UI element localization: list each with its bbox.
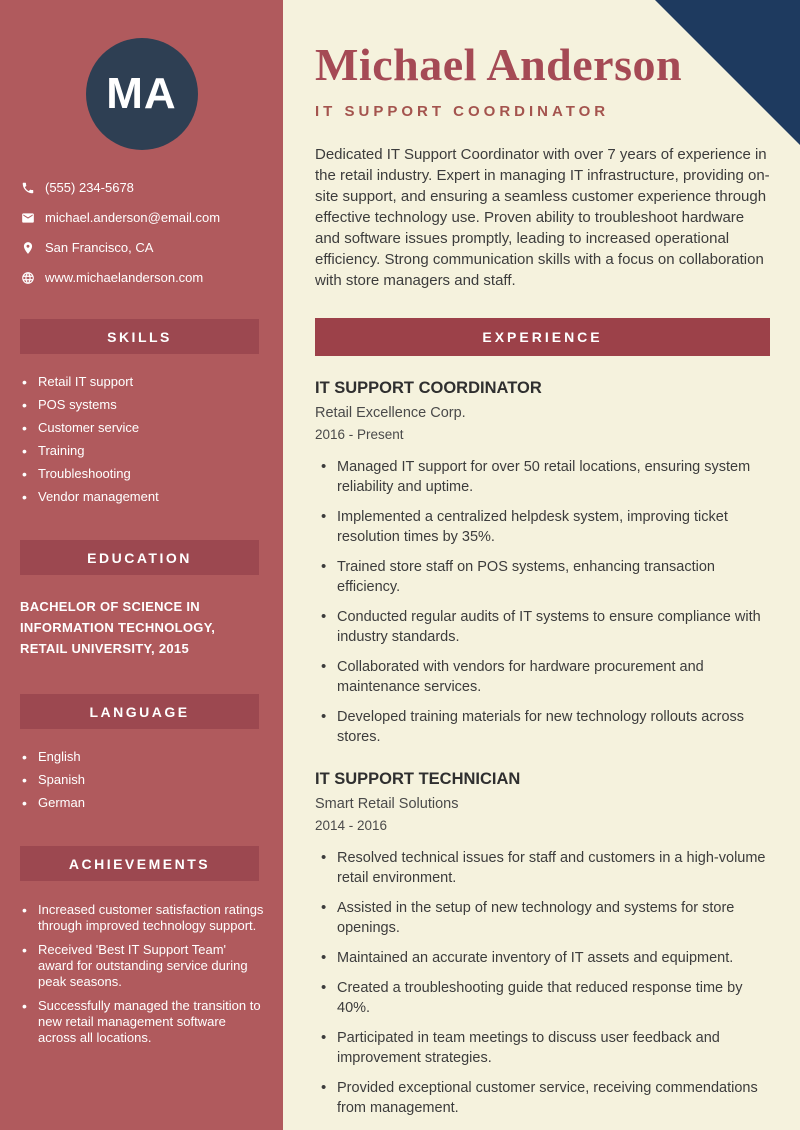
job-bullet: • Trained store staff on POS systems, enhancing transaction efficiency. (315, 557, 770, 597)
globe-icon (20, 270, 35, 285)
contact-website (20, 270, 265, 285)
skills-section-header (20, 319, 259, 354)
job-bullet: • Resolved technical issues for staff and customers in a high-volume retail environment. (315, 848, 770, 888)
education-title: EDUCATION (87, 549, 192, 566)
job-bullet: • Conducted regular audits of IT systems to ensure compliance with industry standards. (315, 607, 770, 647)
contact-location (20, 240, 265, 255)
job-role: IT SUPPORT COORDINATOR (315, 379, 542, 397)
job-bullet: • Developed training materials for new technology rollouts across stores. (315, 707, 770, 747)
job-role: IT SUPPORT TECHNICIAN (315, 770, 521, 788)
job-company: Retail Excellence Corp. (315, 405, 466, 421)
job-dates: 2014 - 2016 (315, 818, 388, 833)
job-dates: 2016 - Present (315, 427, 404, 442)
language-item: • German (22, 796, 265, 810)
language-title: LANGUAGE (89, 703, 190, 720)
skill-item: • Training (22, 444, 265, 458)
person-job-title: IT SUPPORT COORDINATOR (315, 103, 610, 120)
skills-title: SKILLS (107, 328, 172, 345)
achievements-title: ACHIEVEMENTS (68, 855, 211, 872)
phone-number: (555) 234-5678 (45, 180, 134, 195)
job-bullet-list (315, 848, 770, 1118)
skill-item: • Customer service (22, 421, 265, 435)
language-list (22, 750, 265, 810)
main-column (283, 0, 800, 1130)
job-entry (315, 379, 770, 747)
skill-item: • POS systems (22, 398, 265, 412)
skill-item: • Retail IT support (22, 375, 265, 389)
achievement-item: • Received 'Best IT Support Team' award for outstanding service during peak seasons. (22, 942, 265, 990)
education-degree: BACHELOR OF SCIENCE IN INFORMATION TECHNOLOGY, RETAIL UNIVERSITY, 2015 (20, 599, 216, 656)
location-icon (20, 240, 35, 255)
job-bullet: • Created a troubleshooting guide that reduced response time by 40%. (315, 978, 770, 1018)
education-section-header (20, 540, 259, 575)
job-company: Smart Retail Solutions (315, 796, 459, 812)
website-url: www.michaelanderson.com (45, 270, 204, 285)
skill-item: • Vendor management (22, 490, 265, 504)
sidebar (0, 0, 283, 1130)
job-bullet: • Provided exceptional customer service, receiving commendations from management. (315, 1078, 770, 1118)
email-icon (20, 210, 35, 225)
achievement-item: • Increased customer satisfaction ratings through improved technology support. (22, 902, 265, 934)
professional-summary: Dedicated IT Support Coordinator with over 7 years of experience in the retail industry. Expert in managing IT infrastructure, providing on-site support, and ensuring a seamless customer experience through effective technology use. Proven ability to troubleshoot hardware and software issues promptly, leading to increased operational efficiency. Strong communication skills with a focus on collaboration with store managers and staff. (315, 146, 770, 289)
experience-section-header (315, 318, 770, 356)
avatar (86, 38, 198, 150)
location-text: San Francisco, CA (45, 240, 154, 255)
job-bullet: • Collaborated with vendors for hardware procurement and maintenance services. (315, 657, 770, 697)
contact-phone (20, 180, 265, 195)
job-bullet-list (315, 457, 770, 747)
achievements-section-header (20, 846, 259, 881)
contact-email (20, 210, 265, 225)
skill-item: • Troubleshooting (22, 467, 265, 481)
language-item: • English (22, 750, 265, 764)
skills-list (22, 375, 265, 504)
job-bullet: • Participated in team meetings to discuss user feedback and improvement strategies. (315, 1028, 770, 1068)
achievement-item: • Successfully managed the transition to new retail management software across all locations. (22, 998, 265, 1046)
job-bullet: • Assisted in the setup of new technology and systems for store openings. (315, 898, 770, 938)
job-bullet: • Implemented a centralized helpdesk system, improving ticket resolution times by 35%. (315, 507, 770, 547)
job-entry (315, 770, 770, 1118)
phone-icon (20, 180, 35, 195)
language-section-header (20, 694, 259, 729)
contact-section (0, 180, 283, 285)
language-item: • Spanish (22, 773, 265, 787)
job-bullet: • Managed IT support for over 50 retail locations, ensuring system reliability and uptime. (315, 457, 770, 497)
achievements-list (22, 902, 265, 1046)
email-address: michael.anderson@email.com (45, 210, 221, 225)
experience-title: EXPERIENCE (482, 329, 603, 345)
avatar-initials: MA (106, 69, 177, 118)
job-bullet: • Maintained an accurate inventory of IT assets and equipment. (315, 948, 770, 968)
person-name: Michael Anderson (315, 39, 683, 90)
